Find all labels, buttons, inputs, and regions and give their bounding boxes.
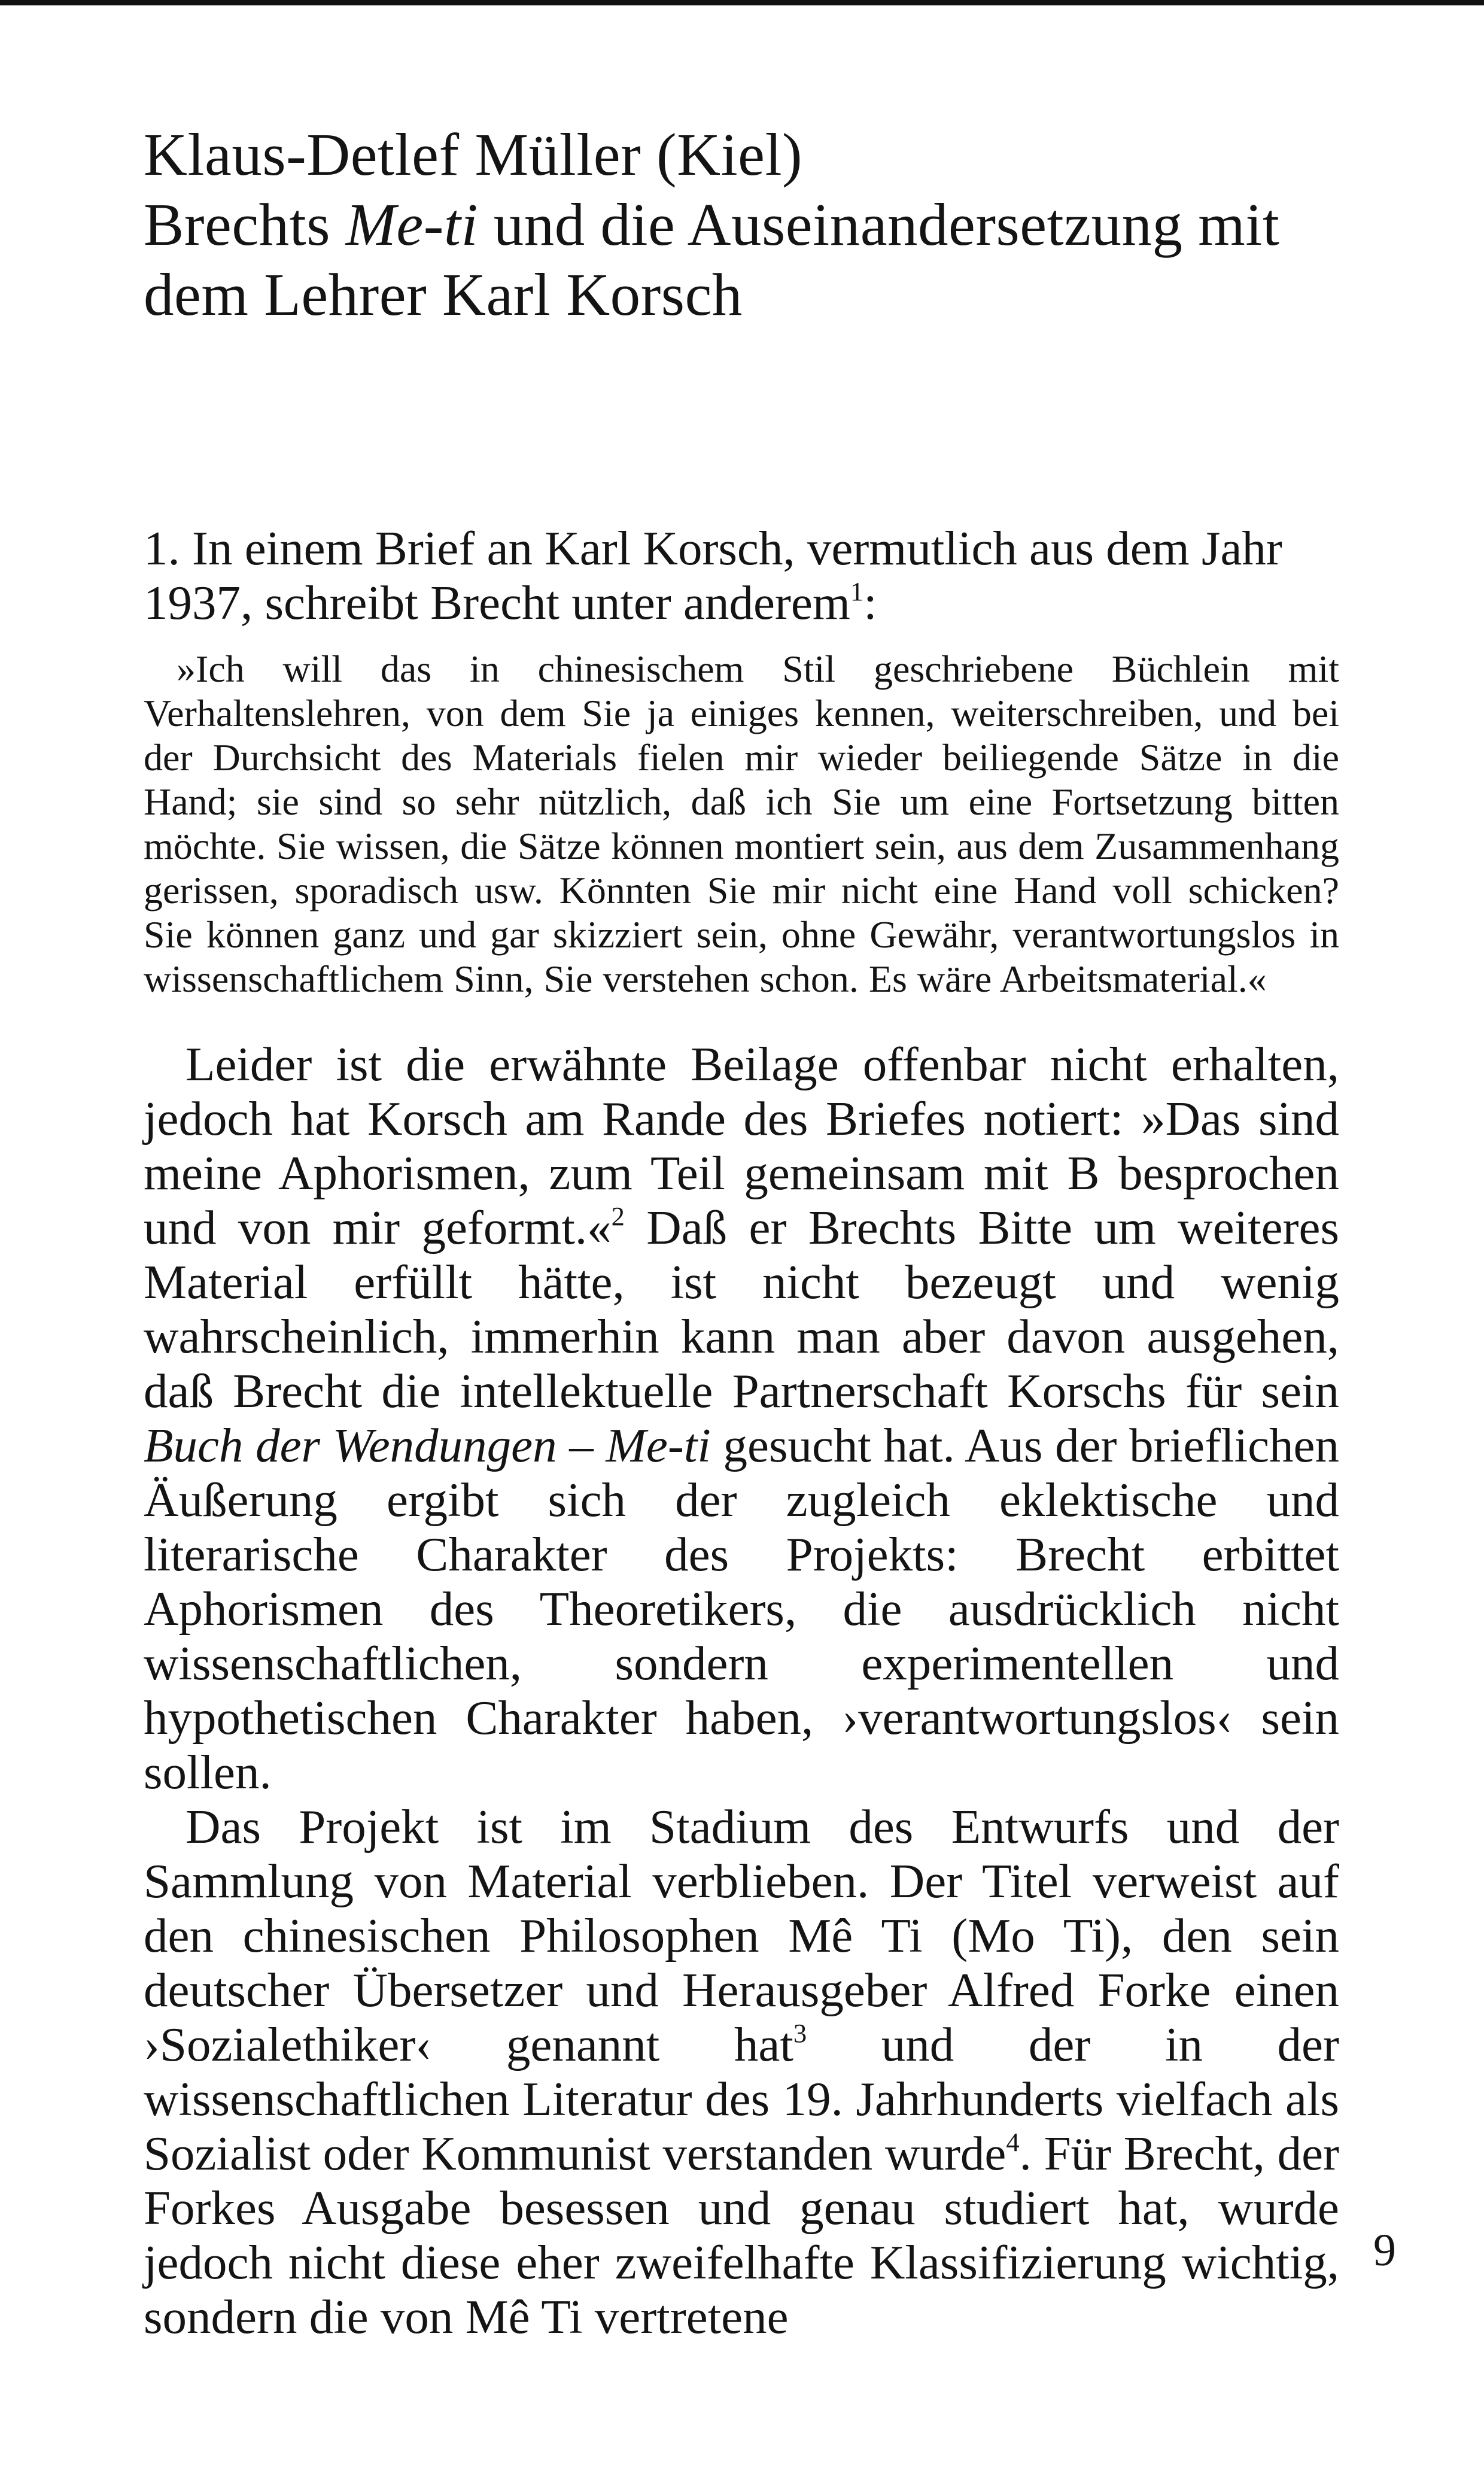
section-1-lead-text: 1. In einem Brief an Karl Korsch, vermutlich aus dem Jahr 1937, schreibt Brecht unter anderem <box>144 521 1282 630</box>
footnote-ref-4: 4 <box>1006 2126 1020 2157</box>
paragraph-1-italic-title: Buch der Wendungen – Me-ti <box>144 1418 711 1472</box>
paragraph-2 <box>144 1800 1339 2344</box>
paragraph-1-text-a: Leider ist die erwähnte Beilage offenbar nicht erhalten, jedoch hat Korsch am Rande des Briefes notiert: »Das sind meine Aphorismen, zum Teil gemeinsam mit B besprochen und von mir geformt.« <box>144 1037 1339 1254</box>
paragraph-2-text-b: und der in der wissenschaftlichen Literatur des 19. Jahrhunderts vielfach als Sozialist oder Kommunist verstanden wurde <box>144 2018 1339 2180</box>
title-part2: und die Auseinandersetzung mit <box>478 191 1280 258</box>
section-1-lead <box>144 521 1339 630</box>
footnote-ref-3: 3 <box>793 2018 807 2048</box>
paragraph-1-text-c: gesucht hat. Aus der brieflichen Äußerung ergibt sich der zugleich eklektische und literarische Charakter des Projekts: Brecht erbittet Aphorismen des Theoretikers, die ausdrücklich nicht wissenschaftlichen, sondern experimentellen und hypothetischen Charakter haben, ›verantwortungslos‹ sein sollen. <box>144 1418 1339 1799</box>
paragraph-2-text-c: . Für Brecht, der Forkes Ausgabe besessen und genau studiert hat, wurde jedoch nicht diese eher zweifelhafte Klassifizierung wichtig, sondern die von Mê Ti vertretene <box>144 2126 1339 2344</box>
paragraph-2-text-a: Das Projekt ist im Stadium des Entwurfs und der Sammlung von Material verblieben. Der Titel verweist auf den chinesischen Philosophen Mê Ti (Mo Ti), den sein deutscher Übersetzer und Herausgeber Alfred Forke einen ›Sozialethiker‹ genannt hat <box>144 1800 1339 2071</box>
article-title <box>144 190 1339 260</box>
top-border-rule <box>0 0 1484 5</box>
author-heading: Klaus-Detlef Müller (Kiel) <box>144 121 803 188</box>
article-title-line2: dem Lehrer Karl Korsch <box>144 261 743 328</box>
article-header <box>144 120 1339 330</box>
title-part1: Brechts <box>144 191 346 258</box>
footnote-ref-2: 2 <box>611 1201 625 1231</box>
paragraph-1 <box>144 1037 1339 1800</box>
footnote-ref-1: 1 <box>850 576 864 606</box>
paragraph-1-text-b: Daß er Brechts Bitte um weiteres Material erfüllt hätte, ist nicht bezeugt und wenig wahrscheinlich, immerhin kann man aber davon ausgehen, daß Brecht die intellektuelle Partnerschaft Korschs für sein <box>144 1201 1340 1418</box>
section-1-lead-colon: : <box>863 576 877 630</box>
brecht-letter-quote: »Ich will das in chinesischem Stil geschriebene Büchlein mit Verhaltenslehren, von dem Sie ja einiges kennen, weiterschreiben, und bei der Durchsicht des Materials fielen mir wieder beiliegende Sätze in die Hand; sie sind so sehr nützlich, daß ich Sie um eine Fortsetzung bitten möchte. Sie wissen, die Sätze können montiert sein, aus dem Zusammenhang gerissen, sporadisch usw. Könnten Sie mir nicht eine Hand voll schicken? Sie können ganz und gar skizziert sein, ohne Gewähr, verantwortungslos in wissenschaftlichem Sinn, Sie verstehen schon. Es wäre Arbeitsmaterial.« <box>144 648 1339 1000</box>
title-italic-me-ti: Me-ti <box>345 191 478 258</box>
page-content <box>144 120 1339 2344</box>
page-number: 9 <box>1373 2225 1396 2275</box>
